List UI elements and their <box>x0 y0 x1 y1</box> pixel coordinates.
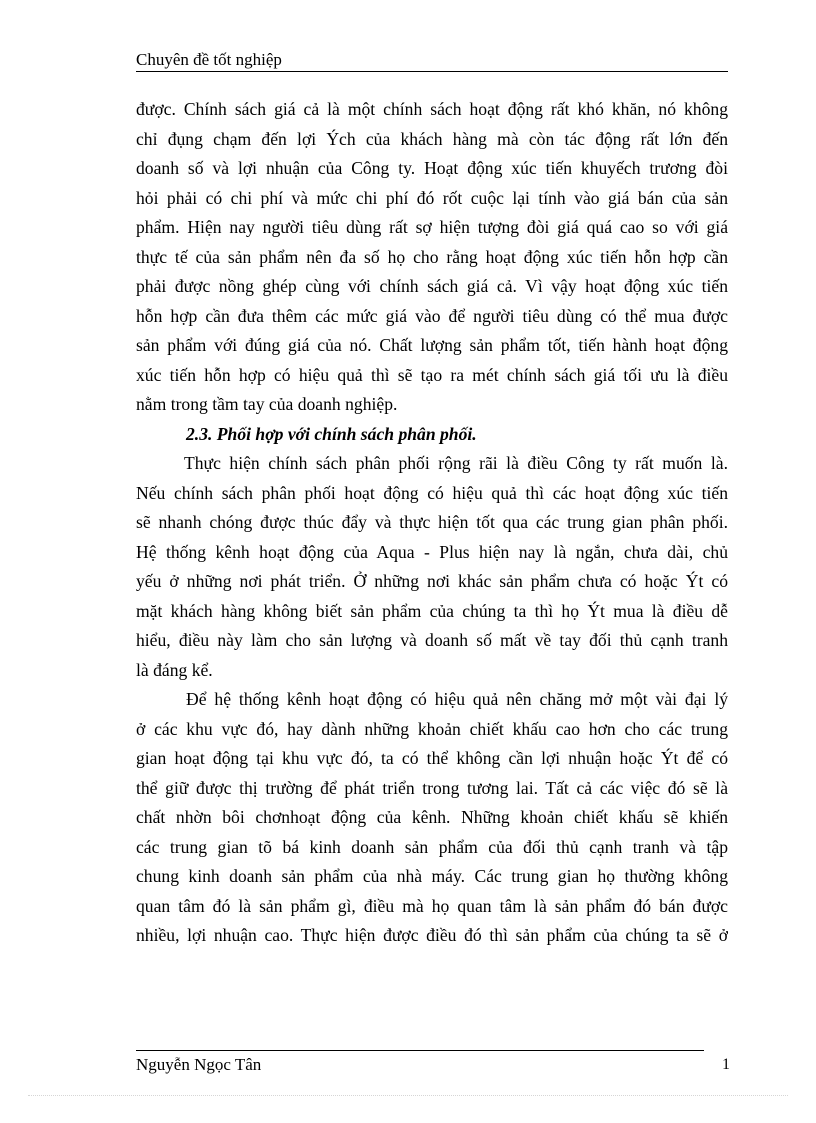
text-line: nhiều, lợi nhuận cao. Thực hiện được điều đó thì sản phẩm của chúng ta sẽ ở <box>136 925 728 945</box>
page-header <box>136 50 728 72</box>
text-line: ở các khu vực đó, hay dành những khoản chiết khấu cao hơn cho các trung <box>136 718 728 739</box>
text-line: hỏi phải có chi phí và mức chi phí đó rốt cuộc lại tính vào giá bán của sản <box>136 187 728 208</box>
footer-author: Nguyễn Ngọc Tân <box>136 1055 262 1074</box>
section-heading: 2.3. Phối hợp với chính sách phân phối. <box>186 423 477 444</box>
text-line: Nếu chính sách phân phối hoạt động có hiệu quả thì các hoạt động xúc tiến <box>136 482 728 503</box>
text-line: sản phẩm với đúng giá của nó. Chất lượng sản phẩm tốt, tiến hành hoạt động <box>136 335 728 355</box>
footer-divider <box>136 1050 704 1051</box>
text-line: Thực hiện chính sách phân phối rộng rãi là điều Công ty rất muốn là. <box>184 453 728 473</box>
header-title: Chuyên đề tốt nghiệp <box>136 50 282 69</box>
text-line: gian hoạt động tại khu vực đó, ta có thể không cần lợi nhuận hoặc Ýt để có <box>136 748 728 768</box>
page-number: 1 <box>722 1056 730 1073</box>
text-line: được. Chính sách giá cả là một chính sách hoạt động rất khó khăn, nó không <box>136 99 728 119</box>
text-line: yếu ở những nơi phát triển. Ở những nơi khác sản phẩm chưa có hoặc Ýt có <box>136 571 728 591</box>
body-text <box>136 95 728 951</box>
text-line: Hệ thống kênh hoạt động của Aqua - Plus hiện nay là ngắn, chưa dài, chủ <box>136 541 728 562</box>
text-line: là đáng kể. <box>136 659 213 680</box>
text-line: chung kinh doanh sản phẩm của nhà máy. Các trung gian họ thường không <box>136 866 728 886</box>
text-line: các trung gian tõ bá kinh doanh sản phẩm của đối thủ cạnh tranh và tập <box>136 836 728 857</box>
text-line: sẽ nhanh chóng được thúc đẩy và thực hiện tốt qua các trung gian phân phối. <box>136 512 728 532</box>
text-line: chất nhờn bôi chơnhoạt động của kênh. Những khoản chiết khấu sẽ khiến <box>136 807 728 827</box>
text-line: nằm trong tầm tay của doanh nghiệp. <box>136 394 398 414</box>
text-line: mặt khách hàng không biết sản phẩm của chúng ta thì họ Ýt mua là điều dễ <box>136 600 728 621</box>
text-line: thực tế của sản phẩm nên đa số họ cho rằng hoạt động xúc tiến hỗn hợp cần <box>136 246 728 267</box>
text-line: doanh số và lợi nhuận của Công ty. Hoạt động xúc tiến khuyếch trương đòi <box>136 158 728 178</box>
text-line: Để hệ thống kênh hoạt động có hiệu quả nên chăng mở một vài đại lý <box>186 689 728 709</box>
page-bottom-border <box>28 1095 788 1096</box>
text-line: phải được nồng ghép cùng với chính sách giá cả. Vì vậy hoạt động xúc tiến <box>136 276 728 296</box>
text-line: phẩm. Hiện nay người tiêu dùng rất sợ hiện tượng đòi giá quá cao so với giá <box>136 217 728 237</box>
text-line: hỗn hợp cần đưa thêm các mức giá vào để người tiêu dùng có thể mua được <box>136 305 728 326</box>
text-line: xúc tiến hỗn hợp có hiệu quả thì sẽ tạo ra mét chính sách giá tối ưu là điều <box>136 364 728 385</box>
text-line: thể giữ được thị trường để phát triển trong tương lai. Tất cả các việc đó sẽ là <box>136 777 728 798</box>
text-line: chỉ đụng chạm đến lợi Ých của khách hàng mà còn tác động rất lớn đến <box>136 128 728 149</box>
text-line: quan tâm đó là sản phẩm gì, điều mà họ quan tâm là sản phẩm đó bán được <box>136 895 728 916</box>
text-line: hiểu, điều này làm cho sản lượng và doanh số mất về tay đối thủ cạnh tranh <box>136 630 728 650</box>
